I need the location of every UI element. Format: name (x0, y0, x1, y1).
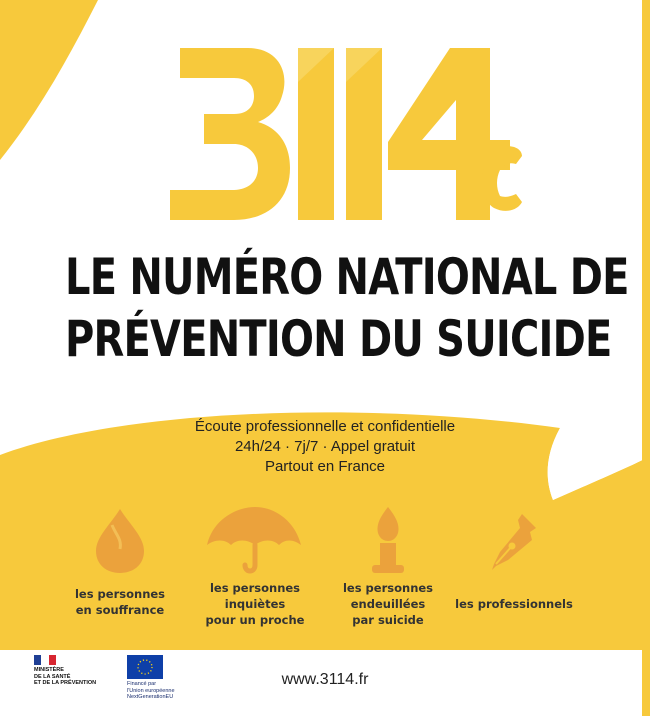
corner-arc-decoration (0, 0, 98, 160)
headline-line-2: PRÉVENTION DU SUICIDE (65, 310, 612, 368)
right-border-strip (642, 0, 650, 716)
umbrella-icon (203, 505, 303, 575)
french-republic-flag-icon (34, 655, 56, 665)
subtitle-line-1: Écoute professionnelle et confidentielle (194, 418, 456, 435)
headline-line-1: LE NUMÉRO NATIONAL DE (65, 248, 629, 306)
pen-nib-icon (488, 510, 540, 572)
digit-3 (170, 48, 290, 220)
audience-label-inquietes: les personnes inquiètes pour un proche (205, 581, 305, 627)
logo-3114 (150, 30, 530, 230)
eu-flag-icon (127, 655, 163, 679)
audience-label-professionnels: les professionnels (455, 597, 573, 611)
eu-logo-text: Financé par l'Union européenne NextGenerationEU (127, 681, 175, 700)
website-link[interactable]: www.3114.fr (281, 671, 369, 688)
candle-icon (366, 505, 410, 577)
subtitle-line-2: 24h/24 · 7j/7 · Appel gratuit (234, 438, 416, 455)
subtitle-line-3: Partout en France (264, 458, 386, 475)
flame-drop-icon (92, 505, 148, 575)
audience-label-endeuillees: les personnes endeuillées par suicide (342, 581, 434, 627)
ministry-logo-text: MINISTÈRE DE LA SANTÉ ET DE LA PRÉVENTION (34, 667, 97, 686)
audience-label-souffrance: les personnes en souffrance (74, 587, 166, 617)
